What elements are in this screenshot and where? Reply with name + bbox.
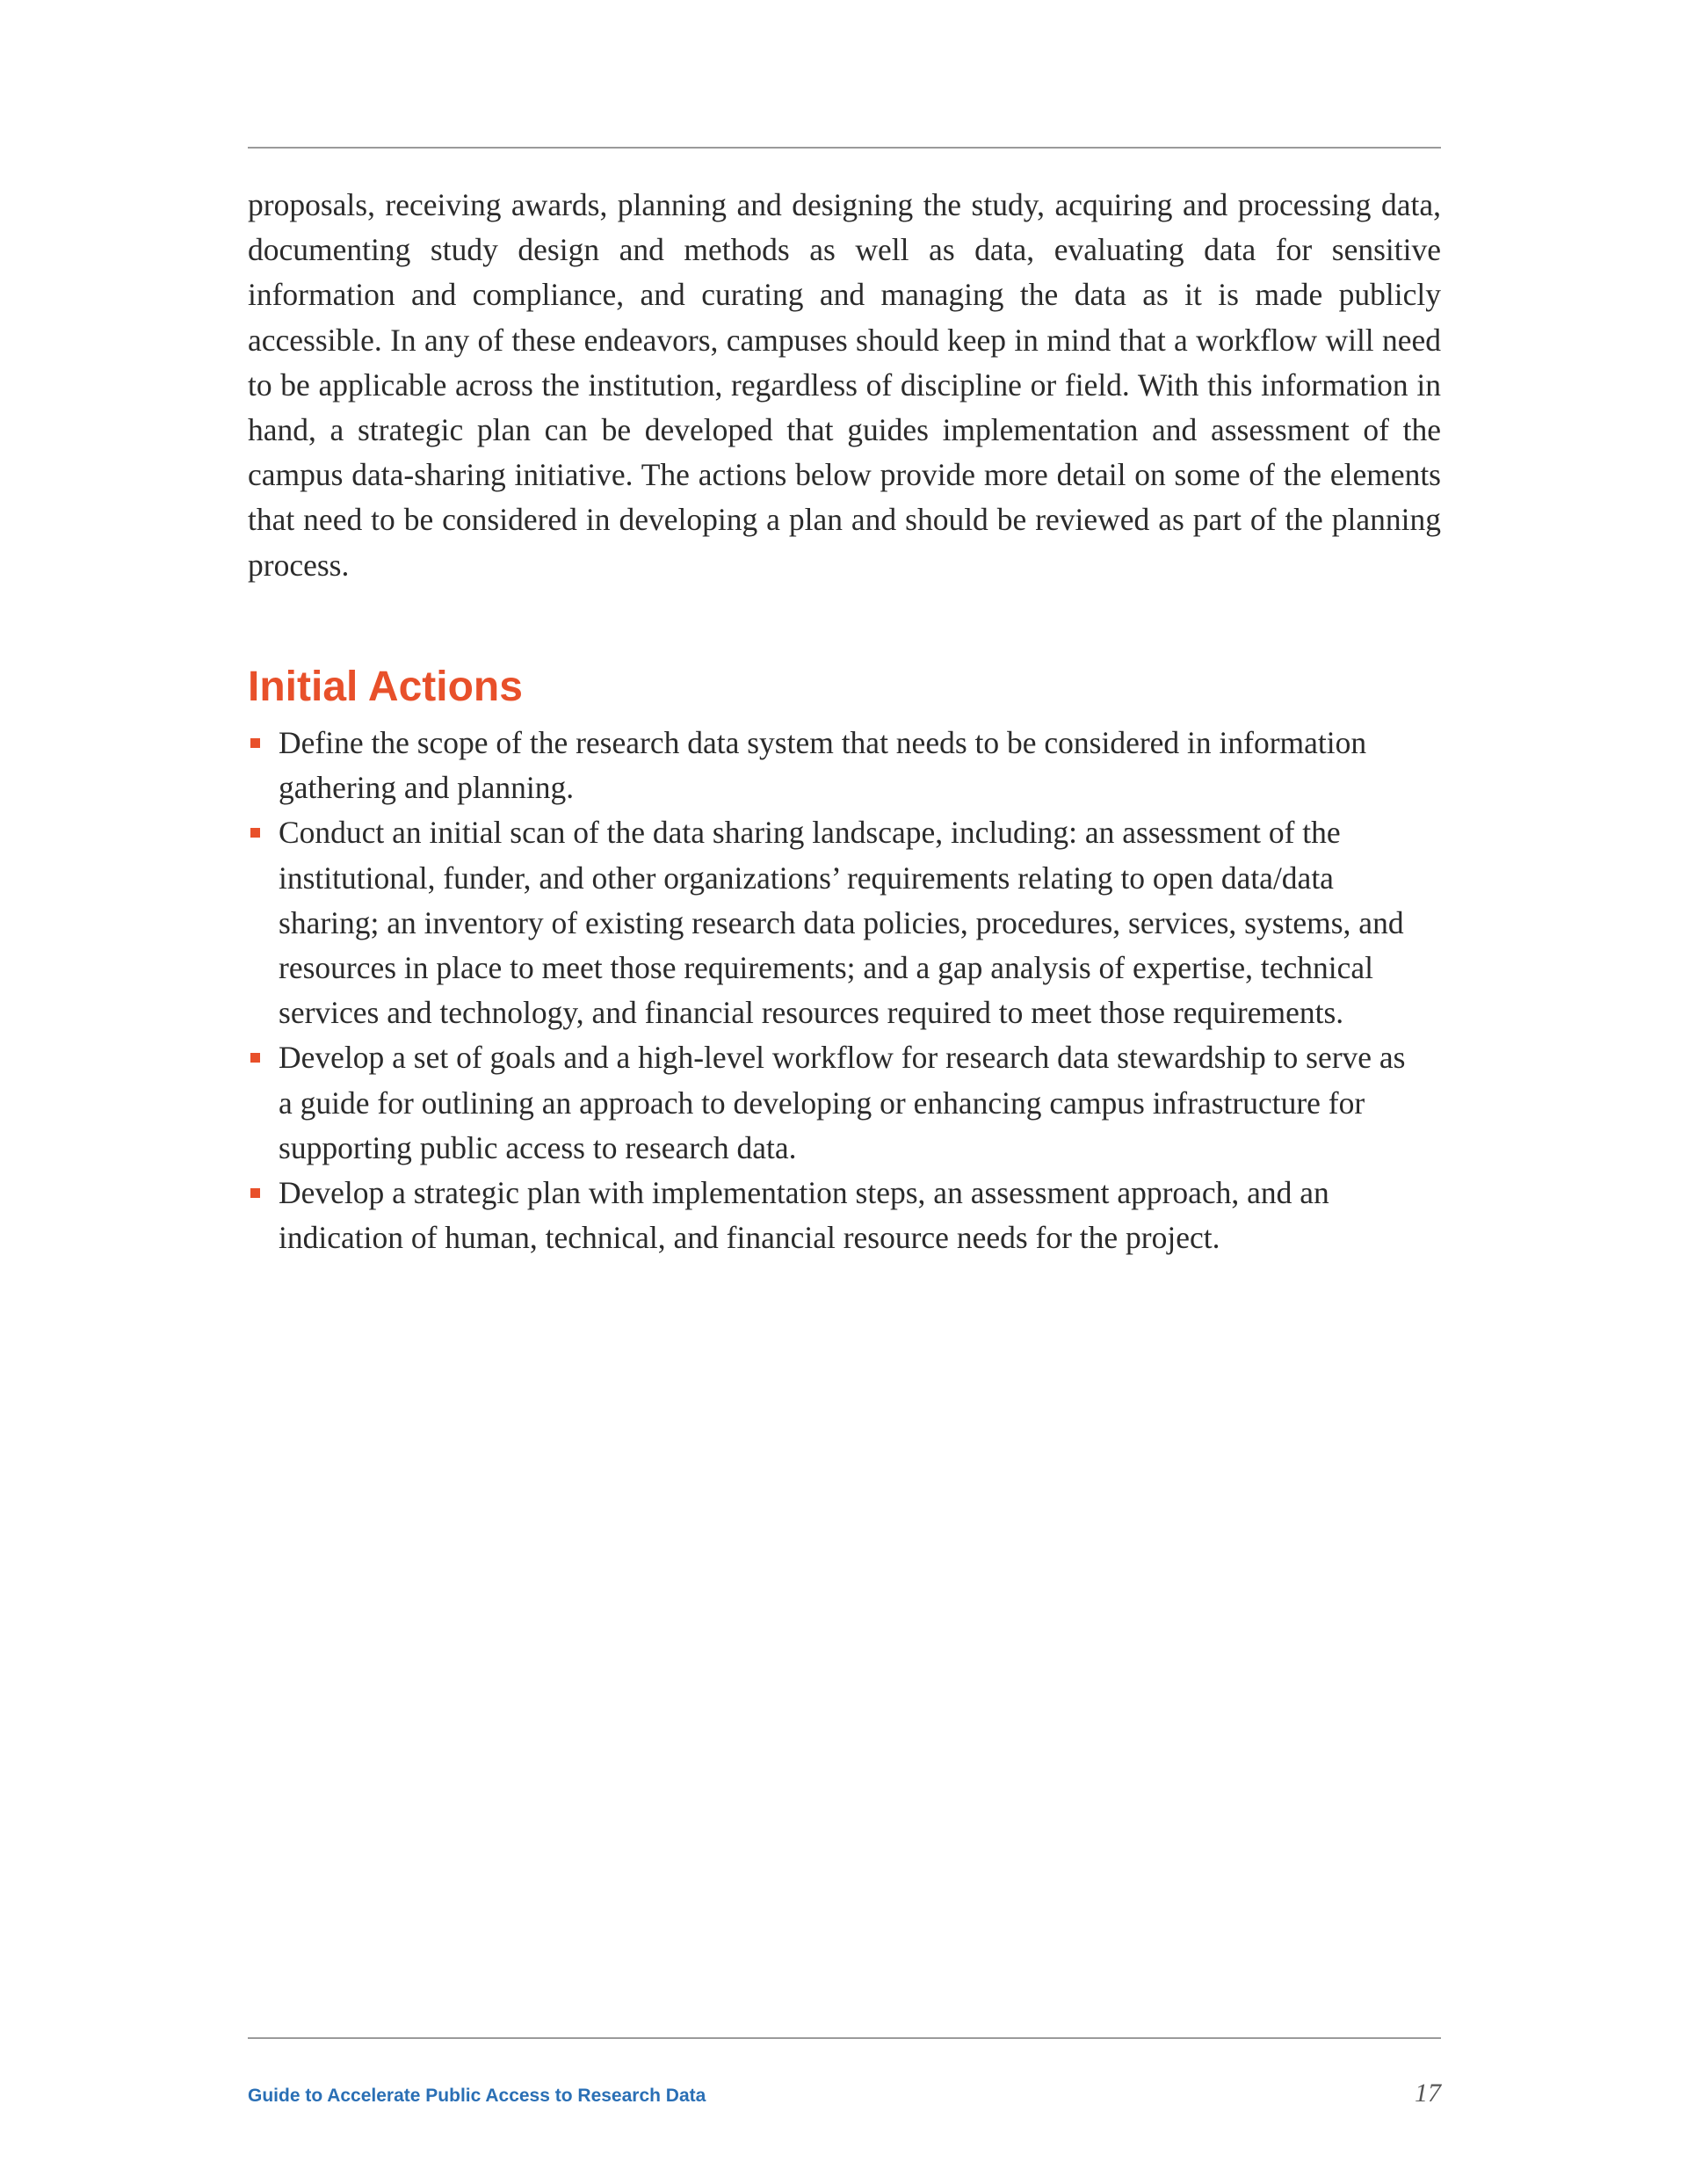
section-heading: Initial Actions — [248, 664, 523, 710]
list-item — [248, 1171, 1412, 1260]
list-item-text: Develop a set of goals and a high-level workflow for research data stewardship to serve as a guide for outlining an approach to developing or enhancing campus infrastructure for supporting public access to research data. — [279, 1040, 1406, 1165]
footer-rule — [248, 2037, 1441, 2039]
list-item — [248, 721, 1412, 810]
header-rule — [248, 147, 1441, 149]
initial-actions-list — [248, 721, 1441, 1260]
list-item-text: Develop a strategic plan with implementation steps, an assessment approach, and an indication of human, technical, and financial resource needs for the project. — [279, 1175, 1329, 1256]
intro-paragraph: proposals, receiving awards, planning and designing the study, acquiring and processing data, documenting study design and methods as well as data, evaluating data for sensitive information and compliance, and curating and managing the data as it is made publicly accessible. In any of these endeavors, campuses should keep in mind that a workflow will need to be applicable across the institution, regardless of discipline or field. With this information in hand, a strategic plan can be developed that guides implementation and assessment of the campus data-sharing initiative. The actions below provide more detail on some of the elements that need to be considered in developing a plan and should be reviewed as part of the planning process. — [248, 187, 1441, 583]
square-bullet-icon — [250, 828, 260, 838]
square-bullet-icon — [250, 738, 260, 748]
list-item-text: Define the scope of the research data system that needs to be considered in information gathering and planning. — [279, 725, 1367, 806]
page-number: 17 — [1415, 2079, 1441, 2108]
square-bullet-icon — [250, 1053, 260, 1063]
list-item — [248, 1035, 1412, 1171]
square-bullet-icon — [250, 1188, 260, 1198]
footer-title: Guide to Accelerate Public Access to Research Data — [248, 2086, 706, 2106]
list-item — [248, 810, 1412, 1035]
list-item-text: Conduct an initial scan of the data sharing landscape, including: an assessment of the institutional, funder, and other organizations’ requirements relating to open data/data sharing; an inventory of existing research data policies, procedures, services, systems, and resources in place to meet those requirements; and a gap analysis of expertise, technical services and technology, and financial resources required to meet those requirements. — [279, 815, 1404, 1031]
